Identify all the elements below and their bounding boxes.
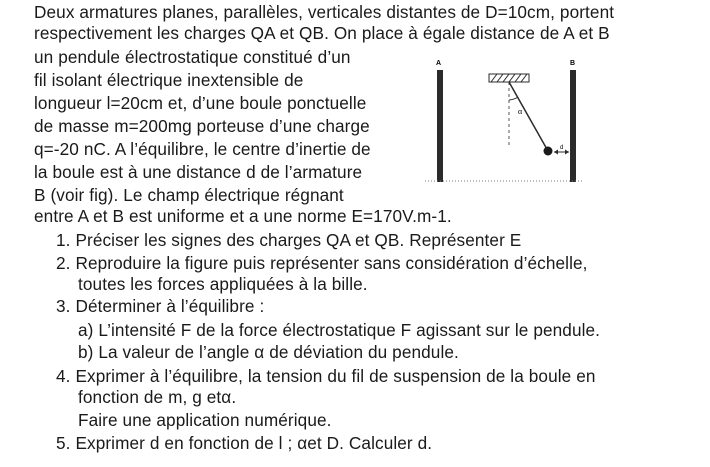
question-3a: a) L’intensité F de la force électrostatique F agissant sur le pendule.: [78, 320, 601, 340]
question-2: 2. Reproduire la figure puis représenter sans considération d’échelle,: [56, 253, 588, 273]
question-3b: b) La valeur de l’angle α de déviation du pendule.: [78, 342, 459, 362]
question-1: 1. Préciser les signes des charges QA et QB. Représenter E: [56, 230, 522, 250]
intro-line-5: longueur l=20cm et, d’une boule ponctuelle: [34, 93, 367, 113]
question-3: 3. Déterminer à l’équilibre :: [56, 296, 265, 316]
intro-line-10: entre A et B est uniforme et a une norme E=170V.m-1.: [34, 206, 452, 226]
intro-line-3: un pendule électrostatique constitué d’un: [34, 47, 351, 67]
label-d: d: [560, 145, 564, 151]
intro-line-4: fil isolant électrique inextensible de: [34, 70, 304, 90]
intro-line-8: la boule est à une distance d de l’armature: [34, 162, 363, 182]
intro-line-7: q=-20 nC. A l’équilibre, le centre d’inertie de: [34, 139, 371, 159]
intro-line-2: respectivement les charges QA et QB. On place à égale distance de A et B: [34, 23, 610, 43]
intro-line-1: Deux armatures planes, parallèles, verticales distantes de D=10cm, portent: [34, 2, 615, 22]
question-4: 4. Exprimer à l’équilibre, la tension du fil de suspension de la boule en: [56, 366, 596, 386]
pendulum-string: [509, 82, 548, 151]
question-2-line-2: toutes les forces appliquées à la bille.: [78, 274, 368, 294]
plate-a: [437, 70, 443, 182]
intro-line-9: B (voir fig). Le champ électrique régnant: [34, 185, 344, 205]
label-a: A: [436, 60, 442, 67]
ceiling-support: [489, 74, 529, 82]
question-5: 5. Exprimer d en fonction de l ; αet D. Calculer d.: [56, 433, 433, 453]
ball: [544, 147, 553, 156]
intro-line-6: de masse m=200mg porteuse d’une charge: [34, 116, 370, 136]
question-4-line-2: fonction de m, g etα.: [78, 387, 237, 407]
plate-b: [570, 70, 576, 182]
label-b: B: [570, 60, 576, 67]
question-4-line-3: Faire une application numérique.: [78, 410, 332, 430]
pendulum-diagram: [423, 54, 586, 184]
pendulum-figure: [423, 54, 586, 184]
angle-arc: [509, 97, 518, 100]
label-alpha: α: [518, 107, 523, 116]
